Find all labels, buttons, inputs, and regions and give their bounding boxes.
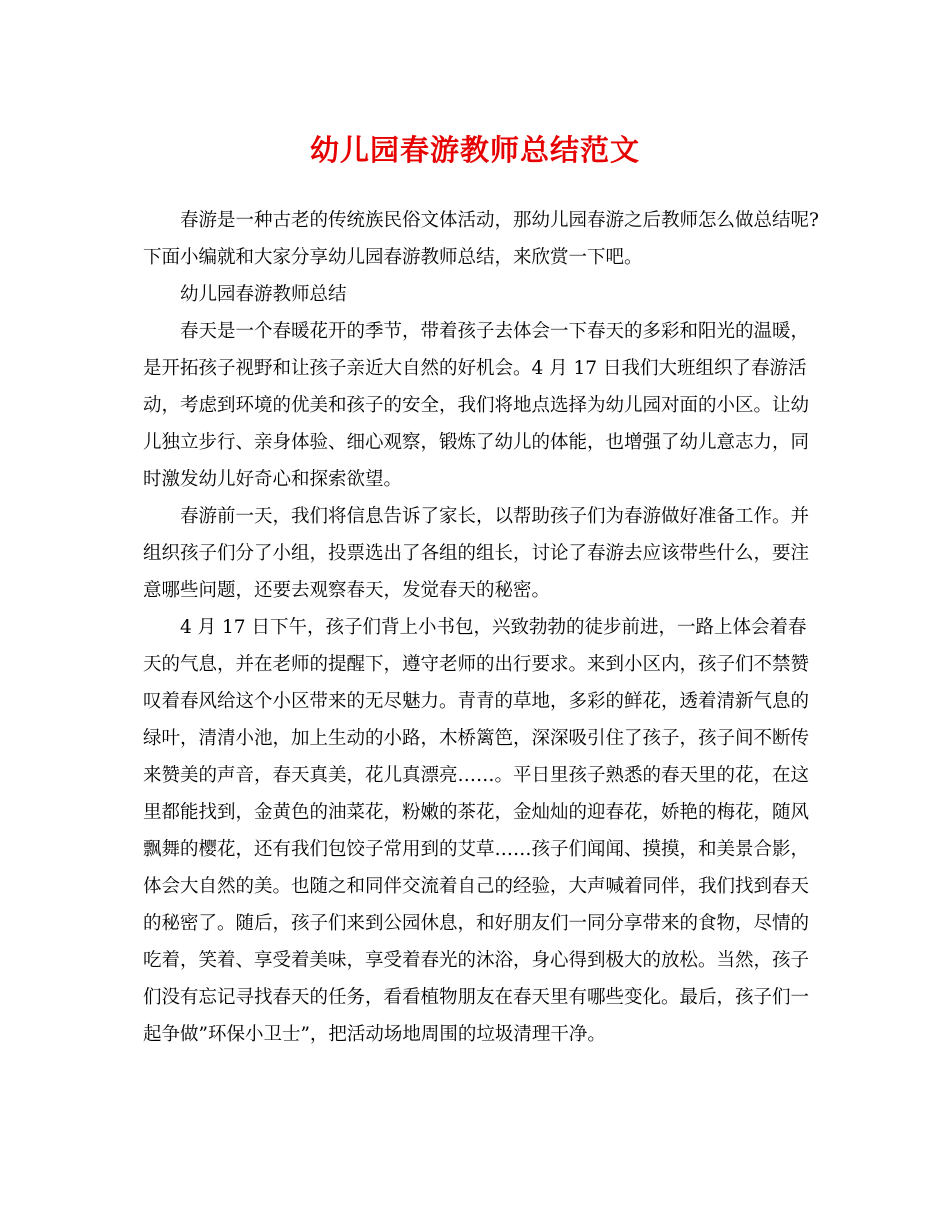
- text-line: 来赞美的声音，春天真美，花儿真漂亮……。平日里孩子熟悉的春天里的花，在这: [143, 765, 810, 786]
- text-line: 春天是一个春暖花开的季节，带着孩子去体会一下春天的多彩和阳光的温暖，: [180, 321, 810, 342]
- text-line: 时激发幼儿好奇心和探索欲望。: [143, 469, 403, 490]
- paragraph-subheading: [143, 276, 819, 313]
- text-line: 春游前一天，我们将信息告诉了家长，以帮助孩子们为春游做好准备工作。并: [180, 506, 810, 527]
- text-line: 绿叶，清清小池，加上生动的小路，木桥篱笆，深深吸引住了孩子，孩子间不断传: [143, 728, 810, 749]
- document-body: [143, 202, 819, 1053]
- paragraph-spring-overview: [143, 313, 819, 498]
- text-line: 叹着春风给这个小区带来的无尽魅力。青青的草地，多彩的鲜花，透着清新气息的: [143, 691, 810, 712]
- paragraph-preparation: [143, 498, 819, 609]
- text-line: 的秘密了。随后，孩子们来到公园休息，和好朋友们一同分享带来的食物，尽情的: [143, 913, 810, 934]
- text-line: 意哪些问题，还要去观察春天，发觉春天的秘密。: [143, 580, 551, 601]
- paragraph-outing: [143, 609, 819, 1053]
- text-line: 下面小编就和大家分享幼儿园春游教师总结，来欣赏一下吧。: [143, 247, 643, 268]
- text-line: 春游是一种古老的传统族民俗文体活动，那幼儿园春游之后教师怎么做总结呢?: [180, 210, 819, 231]
- text-line: 吃着，笑着、享受着美味，享受着春光的沐浴，身心得到极大的放松。当然，孩子: [143, 950, 810, 971]
- text-line: 组织孩子们分了小组，投票选出了各组的组长，讨论了春游去应该带些什么，要注: [143, 543, 810, 564]
- page-title: 幼儿园春游教师总结范文: [309, 133, 640, 167]
- text-line: 们没有忘记寻找春天的任务，看看植物朋友在春天里有哪些变化。最后，孩子们一: [143, 987, 810, 1008]
- section-heading: 幼儿园春游教师总结: [180, 284, 347, 305]
- text-line: 儿独立步行、亲身体验、细心观察，锻炼了幼儿的体能，也增强了幼儿意志力，同: [143, 432, 810, 453]
- text-line: 动，考虑到环境的优美和孩子的安全，我们将地点选择为幼儿园对面的小区。让幼: [143, 395, 810, 416]
- text-line: 里都能找到，金黄色的油菜花，粉嫩的茶花，金灿灿的迎春花，娇艳的梅花，随风: [143, 802, 810, 823]
- text-line: 天的气息，并在老师的提醒下，遵守老师的出行要求。来到小区内，孩子们不禁赞: [143, 654, 810, 675]
- text-line: 体会大自然的美。也随之和同伴交流着自己的经验，大声喊着同伴，我们找到春天: [143, 876, 810, 897]
- text-line: 是开拓孩子视野和让孩子亲近大自然的好机会。4 月 17 日我们大班组织了春游活: [143, 358, 807, 379]
- text-line: 4 月 17 日下午，孩子们背上小书包，兴致勃勃的徒步前进，一路上体会着春: [180, 617, 807, 638]
- text-line: 起争做”环保小卫士”，把活动场地周围的垃圾清理干净。: [143, 1024, 606, 1045]
- text-line: 飘舞的樱花，还有我们包饺子常用到的艾草……孩子们闻闻、摸摸，和美景合影，: [143, 839, 810, 860]
- paragraph-intro: [143, 202, 819, 276]
